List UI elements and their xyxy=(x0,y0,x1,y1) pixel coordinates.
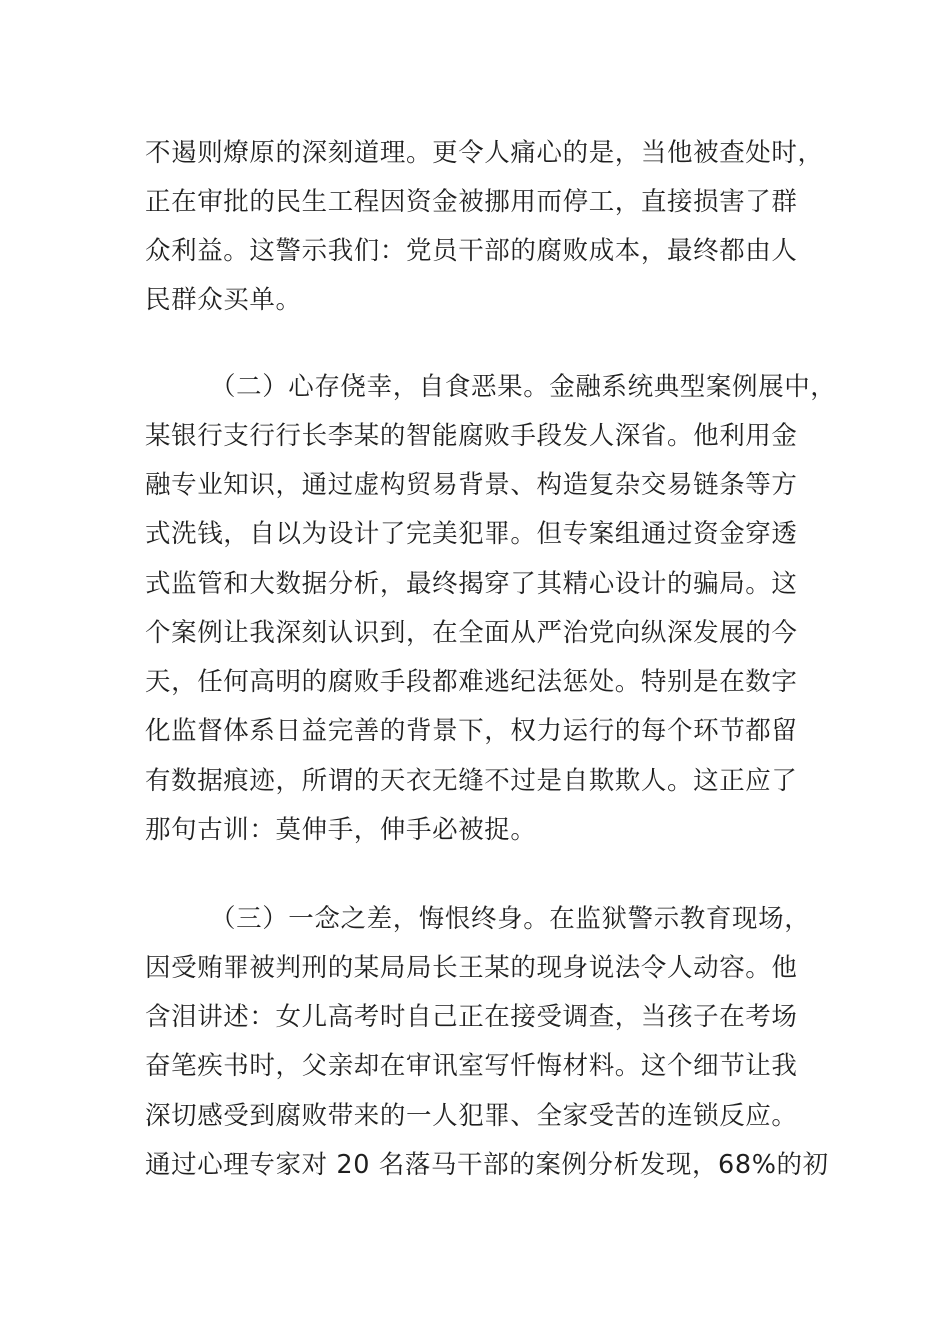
paragraph-2-line-1: （二）心存侥幸，自食恶果。金融系统典型案例展中， xyxy=(210,372,837,402)
paragraph-3-line-4: 奋笔疾书时，父亲却在审讯室写忏悔材料。这个细节让我 xyxy=(145,1051,798,1081)
paragraph-3-line-5: 深切感受到腐败带来的一人犯罪、全家受苦的连锁反应。 xyxy=(145,1101,798,1131)
paragraph-3-line-1: （三）一念之差，悔恨终身。在监狱警示教育现场， xyxy=(210,904,811,934)
paragraph-2-line-3: 融专业知识，通过虚构贸易背景、构造复杂交易链条等方 xyxy=(145,470,798,500)
paragraph-1-line-4: 民群众买单。 xyxy=(145,285,302,315)
paragraph-2-line-6: 个案例让我深刻认识到，在全面从严治党向纵深发展的今 xyxy=(145,618,798,648)
paragraph-2-line-4: 式洗钱，自以为设计了完美犯罪。但专案组通过资金穿透 xyxy=(145,519,798,549)
paragraph-3-line-2: 因受贿罪被判刑的某局局长王某的现身说法令人动容。他 xyxy=(145,953,798,983)
paragraph-1-line-3: 众利益。这警示我们：党员干部的腐败成本，最终都由人 xyxy=(145,236,798,266)
paragraph-3-line-6: 通过心理专家对 20 名落马干部的案例分析发现，68%的初 xyxy=(145,1150,829,1180)
paragraph-2-line-7: 天，任何高明的腐败手段都难逃纪法惩处。特别是在数字 xyxy=(145,667,798,697)
paragraph-1-line-1: 不遏则燎原的深刻道理。更令人痛心的是，当他被查处时， xyxy=(145,138,824,168)
paragraph-3-line-3: 含泪讲述：女儿高考时自己正在接受调查，当孩子在考场 xyxy=(145,1002,798,1032)
paragraph-2-line-5: 式监管和大数据分析，最终揭穿了其精心设计的骗局。这 xyxy=(145,569,798,599)
paragraph-2-line-10: 那句古训：莫伸手，伸手必被捉。 xyxy=(145,815,537,845)
paragraph-1-line-2: 正在审批的民生工程因资金被挪用而停工，直接损害了群 xyxy=(145,187,798,217)
paragraph-2-line-2: 某银行支行行长李某的智能腐败手段发人深省。他利用金 xyxy=(145,421,798,451)
paragraph-2-line-9: 有数据痕迹，所谓的天衣无缝不过是自欺欺人。这正应了 xyxy=(145,766,798,796)
paragraph-2-line-8: 化监督体系日益完善的背景下，权力运行的每个环节都留 xyxy=(145,716,798,746)
